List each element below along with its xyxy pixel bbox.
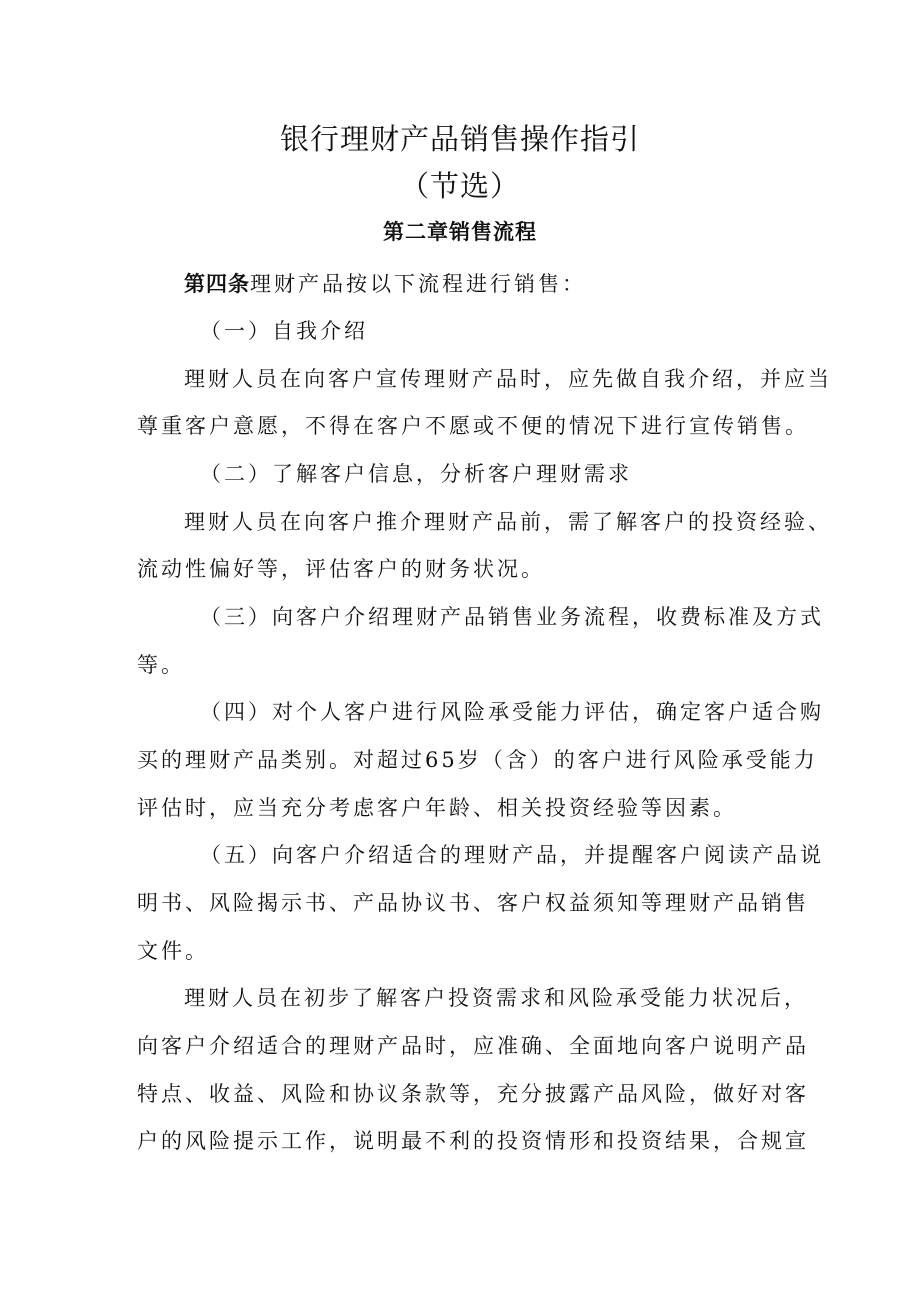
article-label: 第四条 xyxy=(184,272,250,296)
paragraph-line: 等。 xyxy=(137,653,185,677)
paragraph-line: 理财人员在向客户推介理财产品前，需了解客户的投资经验、 xyxy=(184,510,832,534)
paragraph-line: 理财人员在向客户宣传理财产品时，应先做自我介绍，并应当 xyxy=(184,367,832,391)
paragraph-line: 户的风险提示工作，说明最不利的投资情形和投资结果，合规宣 xyxy=(137,1129,809,1153)
paragraph-line: 理财人员在初步了解客户投资需求和风险承受能力状况后， xyxy=(184,986,808,1010)
paragraph-line: 向客户介绍适合的理财产品时，应准确、全面地向客户说明产品 xyxy=(137,1034,809,1058)
paragraph-line: 明书、风险揭示书、产品协议书、客户权益须知等理财产品销售 xyxy=(137,891,809,915)
document-subtitle: （节选） xyxy=(399,169,520,203)
paragraph-line: 买的理财产品类别。对超过65岁（含）的客户进行风险承受能力 xyxy=(137,748,818,772)
paragraph-line: 流动性偏好等，评估客户的财务状况。 xyxy=(137,557,545,581)
paragraph-line: 特点、收益、风险和协议条款等，充分披露产品风险，做好对客 xyxy=(137,1082,809,1106)
chapter-heading: 第二章销售流程 xyxy=(383,220,537,244)
list-item-heading: （三）向客户介绍理财产品销售业务流程，收费标准及方式 xyxy=(200,605,824,629)
list-item-heading: （五）向客户介绍适合的理财产品，并提醒客户阅读产品说 xyxy=(200,843,824,867)
list-item-heading: （四）对个人客户进行风险承受能力评估，确定客户适合购 xyxy=(200,700,824,724)
article-line xyxy=(184,266,796,302)
document-title: 银行理财产品销售操作指引 xyxy=(279,122,640,156)
list-item-heading: （二）了解客户信息，分析客户理财需求 xyxy=(200,462,632,486)
paragraph-line: 尊重客户意愿，不得在客户不愿或不便的情况下进行宣传销售。 xyxy=(137,414,809,438)
list-item-heading: （一）自我介绍 xyxy=(200,319,368,343)
article-text: 理财产品按以下流程进行销售： xyxy=(250,272,586,296)
paragraph-line: 评估时，应当充分考虑客户年龄、相关投资经验等因素。 xyxy=(137,796,737,820)
paragraph-line: 文件。 xyxy=(137,939,209,963)
